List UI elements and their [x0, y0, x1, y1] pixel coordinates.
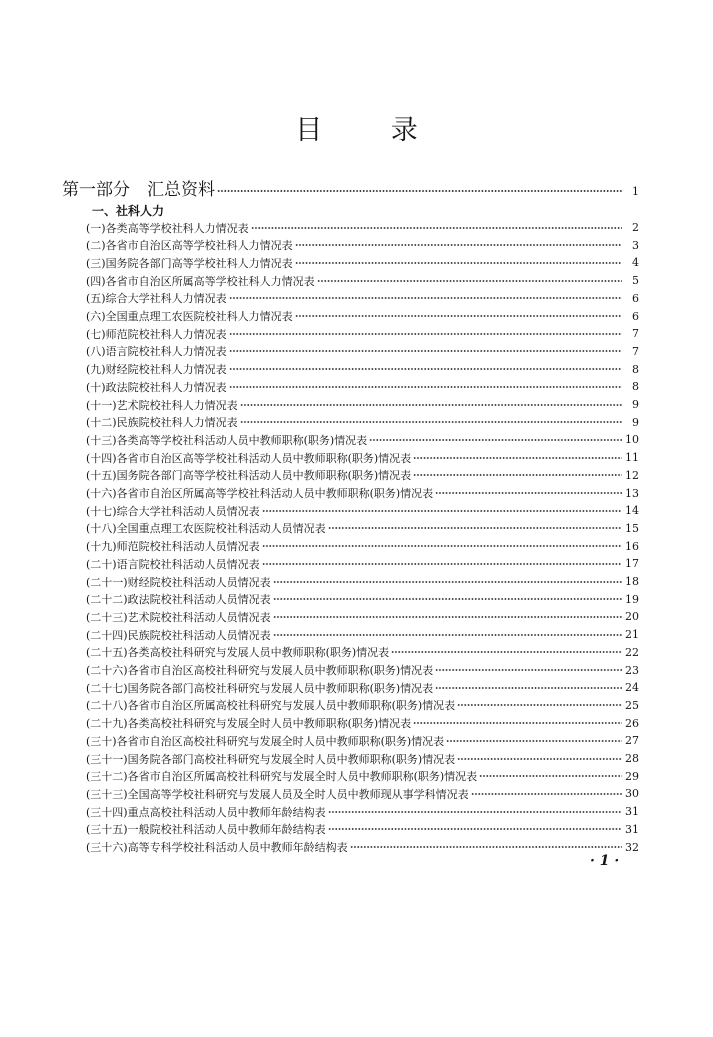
- dot-leader: [251, 223, 622, 233]
- toc-entry-label: (十五)国务院各部门高等学校社科活动人员中教师职称(职务)情况表: [86, 469, 412, 483]
- toc-entry-label: (二十四)民族院校社科活动人员情况表: [86, 628, 271, 642]
- toc-entry-page-number: 4: [632, 256, 639, 270]
- dot-leader: [229, 346, 622, 356]
- dot-leader: [295, 258, 622, 268]
- toc-entry: [86, 749, 639, 768]
- toc-entry: [86, 324, 639, 343]
- toc-entry-page-number: 2: [632, 221, 639, 234]
- toc-entry: [86, 661, 639, 680]
- toc-entry-label: (二)各省市自治区高等学校社科人力情况表: [86, 239, 293, 253]
- toc-entry: [86, 289, 639, 308]
- toc-entry: [86, 554, 639, 573]
- toc-entry-label: (二十九)各类高校社科研究与发展全时人员中教师职称(职务)情况表: [86, 717, 412, 731]
- dot-leader: [413, 470, 622, 480]
- toc-entry: [86, 484, 639, 503]
- toc-entry-page-number: 8: [632, 380, 639, 394]
- toc-entry-page-number: 17: [625, 557, 639, 571]
- toc-entry-label: (十四)各省市自治区高等学校社科活动人员中教师职称(职务)情况表: [86, 451, 412, 465]
- section-heading: 一、社科人力: [92, 204, 165, 218]
- toc-entry: [86, 307, 639, 326]
- toc-entry-label: (九)财经院校社科人力情况表: [86, 363, 227, 377]
- dot-leader: [295, 240, 622, 250]
- toc-entry-page-number: 10: [625, 433, 639, 447]
- dot-leader: [229, 293, 622, 303]
- toc-entry: [86, 413, 639, 432]
- toc-entry-label: (七)师范院校社科人力情况表: [86, 327, 227, 341]
- dot-leader: [273, 594, 622, 604]
- toc-entry-page-number: 29: [625, 769, 639, 783]
- toc-entry: [86, 236, 639, 255]
- toc-entry-label: (十六)各省市自治区所属高等学校社科活动人员中教师职称(职务)情况表: [86, 487, 434, 500]
- toc-entry-label: (六)全国重点理工农医院校社科人力情况表: [86, 310, 293, 323]
- toc-entry-label: (二十三)艺术院校社科活动人员情况表: [86, 610, 271, 624]
- toc-entry-label: (三十五)一般院校社科活动人员中教师年龄结构表: [86, 823, 326, 837]
- toc-entry-page-number: 3: [632, 238, 639, 252]
- toc-entry-page-number: 15: [625, 521, 639, 535]
- dot-leader: [328, 523, 622, 533]
- toc-entry: [86, 820, 639, 839]
- toc-entry: [86, 360, 639, 379]
- dot-leader: [413, 453, 622, 463]
- dot-leader: [350, 842, 622, 852]
- toc-entry: [86, 696, 639, 715]
- toc-entry: [86, 590, 639, 609]
- toc-entry-label: (三十)各省市自治区高校社科研究与发展全时人员中教师职称(职务)情况表: [86, 734, 445, 748]
- toc-entry: [86, 714, 639, 733]
- toc-entry-page-number: 28: [625, 752, 639, 765]
- dot-leader: [273, 630, 622, 640]
- toc-entry: [86, 430, 639, 449]
- toc-entry-page-number: 20: [625, 610, 639, 624]
- toc-entry-page-number: 32: [625, 840, 639, 854]
- toc-entry: [86, 253, 639, 272]
- toc-entry-page-number: 23: [625, 663, 639, 677]
- toc-entry: [86, 448, 639, 467]
- toc-entry-page-number: 31: [625, 822, 639, 836]
- toc-entry-page-number: 30: [625, 787, 639, 801]
- toc-entry: [86, 607, 639, 626]
- toc-entry-label: (二十五)各类高校社科研究与发展人员中教师职称(职务)情况表: [86, 646, 390, 660]
- dot-leader: [471, 789, 622, 799]
- dot-leader: [295, 311, 622, 321]
- toc-entry-page-number: 11: [625, 451, 639, 465]
- toc-entry: [86, 678, 639, 697]
- toc-entry-page-number: 16: [625, 539, 639, 553]
- dot-leader: [273, 612, 622, 622]
- part-label: 第一部分 汇总资料: [62, 180, 215, 200]
- toc-entry: [86, 731, 639, 750]
- dot-leader: [457, 754, 622, 764]
- dot-leader: [457, 700, 622, 710]
- toc-entry-page-number: 6: [632, 291, 639, 305]
- toc-entry: [86, 218, 639, 237]
- dot-leader: [240, 417, 622, 427]
- toc-entry: [86, 271, 639, 290]
- toc-entry-label: (三十六)高等专科学校社科活动人员中教师年龄结构表: [86, 841, 348, 854]
- toc-entry-label: (十二)民族院校社科人力情况表: [86, 416, 238, 430]
- toc-entry-page-number: 25: [625, 698, 639, 712]
- toc-entry: [86, 466, 639, 485]
- toc-entry-page-number: 7: [632, 344, 639, 358]
- dot-leader: [262, 506, 622, 516]
- toc-entry: [86, 767, 639, 786]
- toc-entry-label: (二十六)各省市自治区高校社科研究与发展人员中教师职称(职务)情况表: [86, 664, 434, 677]
- toc-entry-page-number: 31: [625, 805, 639, 819]
- toc-entry-label: (十七)综合大学社科活动人员情况表: [86, 504, 260, 518]
- toc-entry-label: (十九)师范院校社科活动人员情况表: [86, 540, 260, 554]
- toc-entry-page-number: 24: [625, 681, 639, 695]
- toc-entry-label: (三十三)全国高等学校社科研究与发展人员及全时人员中教师现从事学科情况表: [86, 787, 469, 801]
- toc-entry-page-number: 14: [625, 504, 639, 518]
- toc-entry-page-number: 6: [632, 309, 639, 323]
- toc-entry-page-number: 9: [632, 398, 639, 411]
- dot-leader: [446, 736, 622, 746]
- toc-entry-label: (五)综合大学社科人力情况表: [86, 292, 227, 306]
- toc-entry: [86, 838, 639, 857]
- toc-entry-page-number: 8: [632, 362, 639, 376]
- toc-entry: [86, 537, 639, 556]
- dot-leader: [435, 665, 622, 675]
- toc-entry-page-number: 21: [625, 628, 639, 642]
- dot-leader: [262, 559, 622, 569]
- toc-entry: [86, 802, 639, 821]
- part-heading: [62, 174, 639, 200]
- toc-entry-label: (十)政法院校社科人力情况表: [86, 380, 227, 394]
- toc-entry-page-number: 12: [625, 468, 639, 482]
- dot-leader: [229, 382, 622, 392]
- toc-entry-label: (十一)艺术院校社科人力情况表: [86, 398, 238, 412]
- toc-entry-page-number: 13: [625, 486, 639, 500]
- dot-leader: [273, 577, 622, 587]
- toc-entry-label: (十八)全国重点理工农医院校社科活动人员情况表: [86, 522, 326, 536]
- toc-entry-page-number: 18: [625, 575, 639, 588]
- toc-entry-label: (二十)语言院校社科活动人员情况表: [86, 557, 260, 571]
- dot-leader: [328, 824, 622, 834]
- toc-entry-label: (二十二)政法院校社科活动人员情况表: [86, 593, 271, 607]
- toc-entry: [86, 784, 639, 803]
- dot-leader: [479, 771, 622, 781]
- toc-entry: [86, 395, 639, 414]
- toc-entry-label: (一)各类高等学校社科人力情况表: [86, 221, 249, 235]
- dot-leader: [262, 541, 622, 551]
- toc-entry-label: (三十一)国务院各部门高校社科研究与发展全时人员中教师职称(职务)情况表: [86, 752, 456, 766]
- dot-leader: [391, 647, 622, 657]
- toc-entry: [86, 501, 639, 520]
- toc-entry-page-number: 27: [625, 734, 639, 748]
- toc-entry-label: (二十八)各省市自治区所属高校社科研究与发展人员中教师职称(职务)情况表: [86, 699, 456, 713]
- toc-entry: [86, 643, 639, 662]
- toc-entry-page-number: 19: [625, 592, 639, 606]
- toc-entry-label: (二十一)财经院校社科活动人员情况表: [86, 575, 271, 589]
- toc-entry-page-number: 26: [625, 716, 639, 730]
- toc-entry-label: (八)语言院校社科人力情况表: [86, 345, 227, 359]
- toc-entry: [86, 342, 639, 361]
- dot-leader: [229, 329, 622, 339]
- dot-leader: [217, 186, 622, 196]
- dot-leader: [369, 435, 622, 445]
- toc-entry-page-number: 9: [632, 415, 639, 429]
- toc-entry-page-number: 22: [625, 645, 639, 659]
- toc-entry-label: (十三)各类高等学校社科活动人员中教师职称(职务)情况表: [86, 433, 368, 447]
- toc-entry: [86, 519, 639, 538]
- dot-leader: [435, 683, 622, 693]
- dot-leader: [240, 400, 622, 410]
- dot-leader: [435, 488, 622, 498]
- part-page-number: 1: [632, 185, 639, 198]
- toc-entry-page-number: 5: [632, 274, 639, 288]
- toc-entry-label: (二十七)国务院各部门高校社科研究与发展人员中教师职称(职务)情况表: [86, 681, 434, 695]
- dot-leader: [328, 807, 622, 817]
- toc-entry-label: (三十四)重点高校社科活动人员中教师年龄结构表: [86, 805, 326, 819]
- page-title: 目 录: [295, 115, 448, 146]
- toc-entry-page-number: 7: [632, 327, 639, 341]
- dot-leader: [229, 364, 622, 374]
- toc-entry-label: (三十二)各省市自治区所属高校社科研究与发展全时人员中教师职称(职务)情况表: [86, 770, 478, 784]
- toc-entry-label: (三)国务院各部门高等学校社科人力情况表: [86, 256, 293, 270]
- dot-leader: [317, 276, 622, 286]
- toc-entry: [86, 625, 639, 644]
- toc-entry: [86, 572, 639, 591]
- toc-entry: [86, 377, 639, 396]
- page-folio: · 1 ·: [590, 853, 620, 869]
- toc-entry-label: (四)各省市自治区所属高等学校社科人力情况表: [86, 274, 315, 288]
- dot-leader: [413, 718, 622, 728]
